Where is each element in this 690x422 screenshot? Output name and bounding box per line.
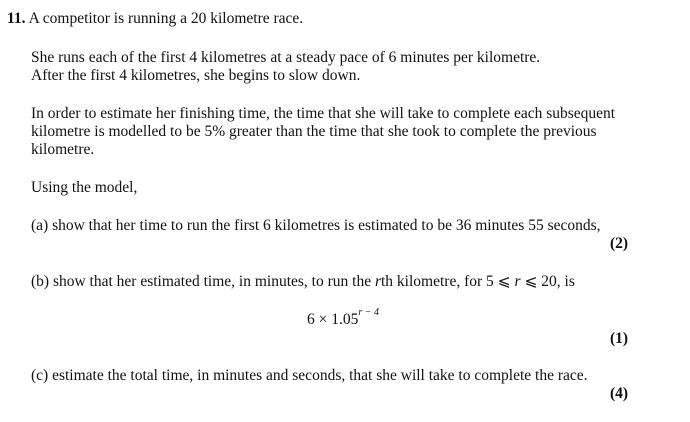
question-header — [7, 10, 303, 28]
part-b-text-after: ⩽ 20, is — [520, 273, 575, 290]
paragraph-1-line-1: She runs each of the first 4 kilometres at a steady pace of 6 minutes per kilometre. — [31, 49, 541, 66]
question-intro: A competitor is running a 20 kilometre race. — [28, 10, 304, 27]
part-a-marks: (2) — [610, 235, 629, 252]
paragraph-1-line-2: After the first 4 kilometres, she begins to slow down. — [31, 67, 361, 84]
paragraph-2-line-3: kilometre. — [31, 141, 95, 158]
formula-exponent: r − 4 — [358, 306, 380, 318]
using-model-text: Using the model, — [31, 179, 138, 196]
part-b-marks: (1) — [610, 330, 629, 347]
part-b-text-before: (b) show that her estimated time, in minutes, to run the — [31, 273, 375, 290]
part-a-text: (a) show that her time to run the first 6 kilometres is estimated to be 36 minutes 55 seconds, — [31, 217, 601, 234]
part-b-variable-r: r — [374, 273, 381, 290]
part-b-variable-r-bound: r — [514, 273, 521, 290]
formula-base: 6 × 1.05 — [307, 311, 359, 328]
part-b-text-mid: th kilometre, for 5 ⩽ — [381, 273, 515, 290]
question-number: 11. — [7, 10, 26, 27]
paragraph-2-line-2: kilometre is modelled to be 5% greater than the time that she took to complete the previous — [31, 123, 597, 140]
part-c-marks: (4) — [610, 385, 629, 402]
part-b-text — [31, 273, 575, 291]
paragraph-2-line-1: In order to estimate her finishing time, the time that she will take to complete each subsequent — [31, 105, 616, 122]
part-b-formula — [307, 306, 380, 329]
part-c-text: (c) estimate the total time, in minutes and seconds, that she will take to complete the race. — [31, 367, 588, 384]
